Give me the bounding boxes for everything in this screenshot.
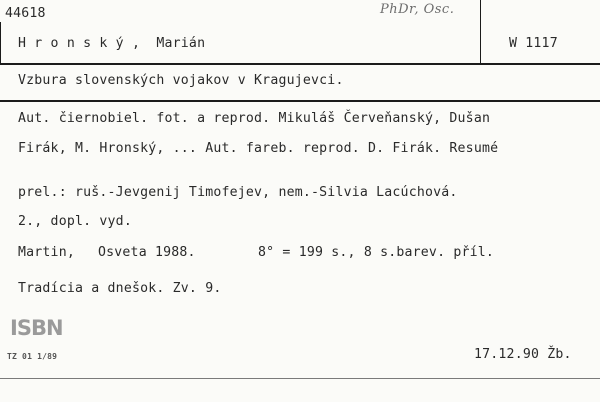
imprint-publisher: Osveta 1988. xyxy=(98,245,196,260)
imprint-place: Martin, xyxy=(18,245,75,260)
header-rule xyxy=(0,63,600,65)
author-heading: H r o n s k ý , Marián xyxy=(18,36,206,51)
series-line: Tradícia a dnešok. Zv. 9. xyxy=(18,281,222,296)
responsibility-line-2: Firák, M. Hronský, ... Aut. fareb. reprod. D. Firák. Resumé xyxy=(18,141,499,156)
cataloging-date: 17.12.90 Žb. xyxy=(474,347,572,362)
responsibility-line-1: Aut. čiernobiel. fot. a reprod. Mikuláš Červeňanský, Dušan xyxy=(18,111,491,126)
handwritten-note: PhDr, Osc. xyxy=(380,2,455,17)
bottom-rule xyxy=(0,378,600,379)
left-border-rule xyxy=(0,22,1,64)
translators-line: prel.: ruš.-Jevgenij Timofejev, nem.-Silvia Lacúchová. xyxy=(18,185,458,200)
edition-line: 2., dopl. vyd. xyxy=(18,214,132,229)
title-line: Vzbura slovenských vojakov v Kragujevci. xyxy=(18,73,344,88)
title-rule xyxy=(0,100,600,102)
call-number: W 1117 xyxy=(509,36,558,51)
isbn-logo: ISBN xyxy=(10,316,63,340)
card-number: 44618 xyxy=(5,6,46,21)
vertical-divider-rule xyxy=(480,0,481,64)
print-code: TZ 01 1/89 xyxy=(7,352,58,361)
physical-description: 8° = 199 s., 8 s.barev. příl. xyxy=(258,245,495,260)
